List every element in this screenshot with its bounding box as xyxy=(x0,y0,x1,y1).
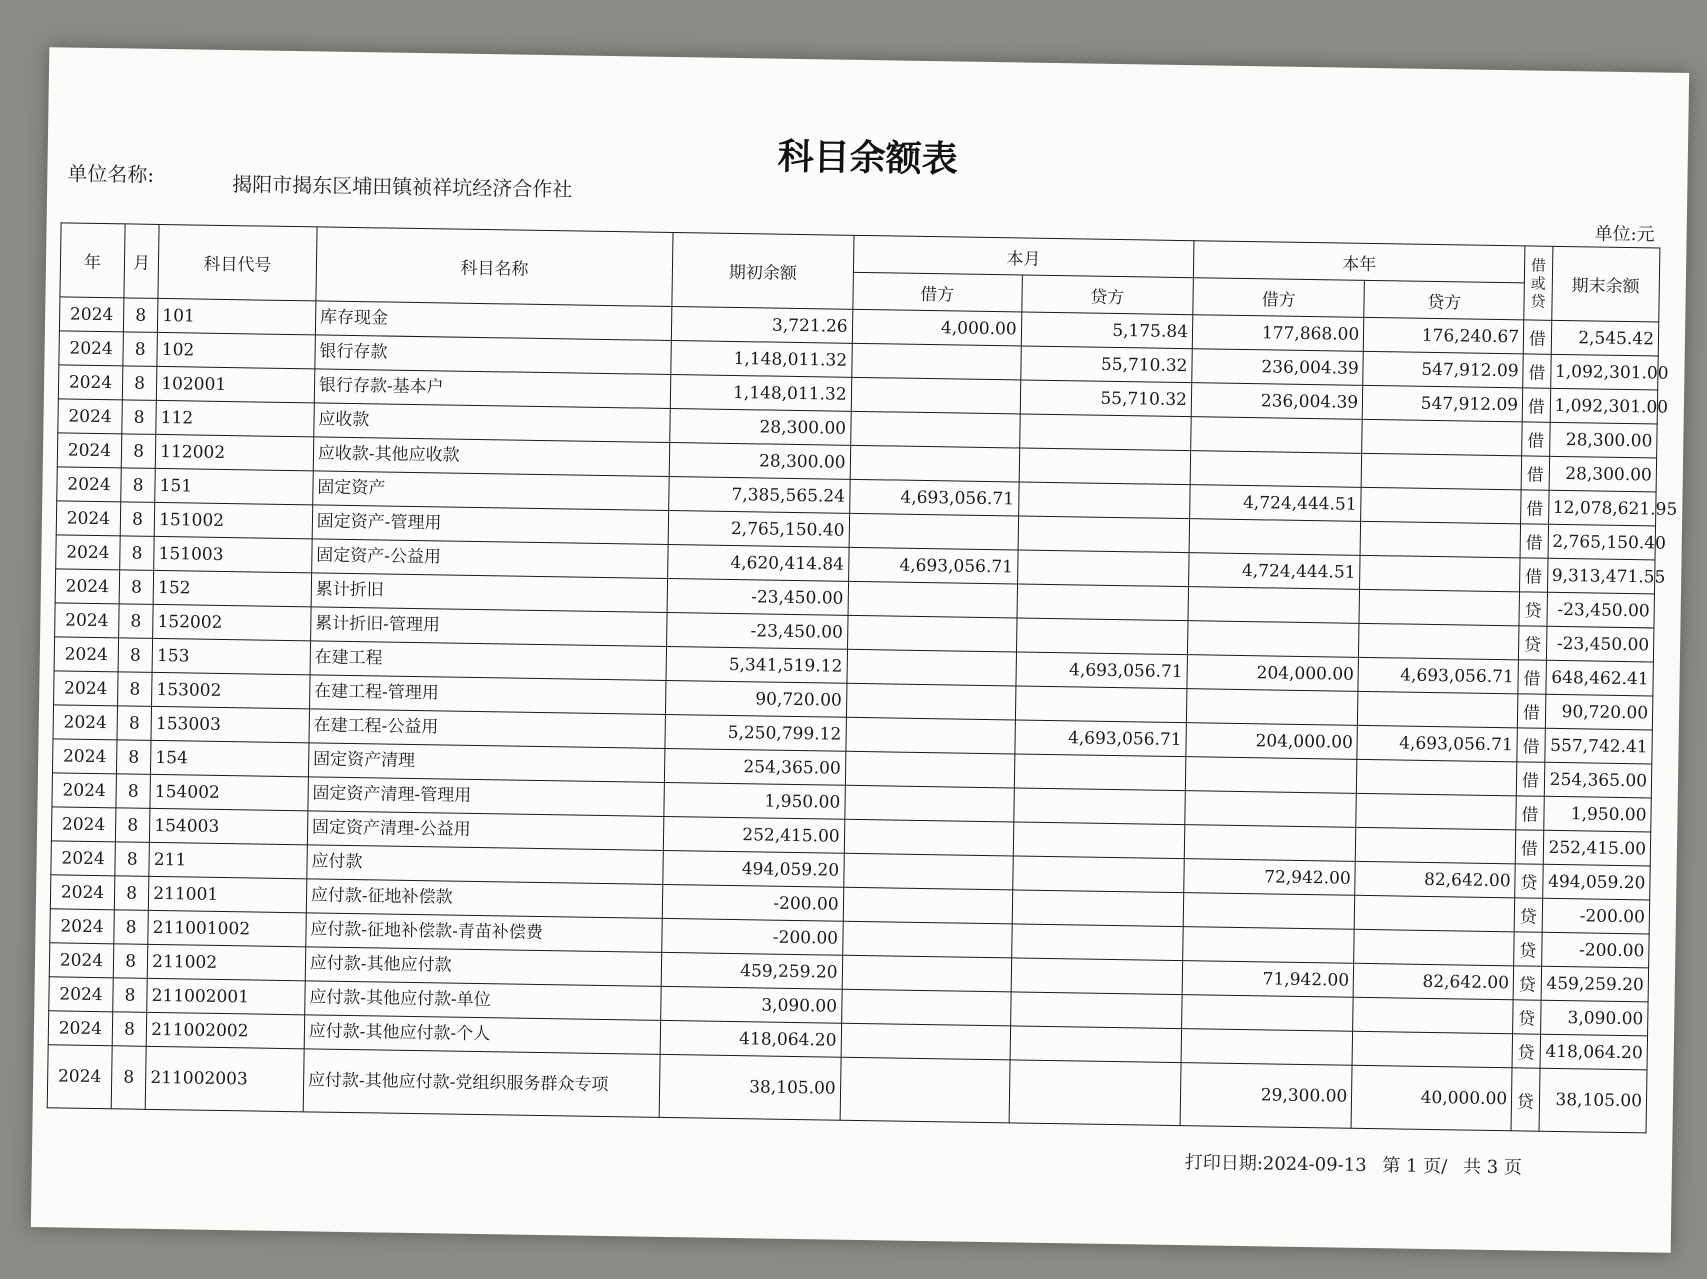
row-year-debit xyxy=(1181,1029,1353,1066)
row-closing: 418,064.20 xyxy=(1540,1034,1648,1070)
row-closing: 494,059.20 xyxy=(1542,864,1650,900)
row-year-credit xyxy=(1354,895,1514,932)
row-month-credit xyxy=(1018,516,1190,553)
row-direction: 贷 xyxy=(1514,932,1542,966)
row-month-credit xyxy=(1014,754,1186,791)
row-direction: 借 xyxy=(1523,320,1551,354)
row-code: 101 xyxy=(158,298,316,334)
row-year-credit xyxy=(1358,691,1518,728)
row-opening: -23,450.00 xyxy=(667,612,848,649)
row-month: 8 xyxy=(113,944,148,979)
row-month-debit xyxy=(850,445,1020,482)
row-direction: 借 xyxy=(1520,558,1548,592)
row-year: 2024 xyxy=(54,671,118,706)
row-closing: 1,092,301.00 xyxy=(1550,354,1658,390)
page-number: 第 1 页/ xyxy=(1382,1155,1448,1178)
row-month: 8 xyxy=(117,672,152,707)
row-closing: 38,105.00 xyxy=(1539,1068,1647,1133)
row-month-credit xyxy=(1013,822,1185,859)
row-name: 应收款-其他应收款 xyxy=(313,437,670,477)
row-year-credit xyxy=(1361,453,1521,490)
row-year-credit: 176,240.67 xyxy=(1364,317,1524,354)
row-closing: 459,259.20 xyxy=(1541,966,1649,1002)
row-month: 8 xyxy=(116,774,151,809)
row-name: 应付款-征地补偿款 xyxy=(306,879,663,919)
row-direction: 贷 xyxy=(1514,898,1542,932)
header-code: 科目代号 xyxy=(158,224,317,300)
row-name: 固定资产清理 xyxy=(308,743,665,783)
row-month-credit xyxy=(1013,788,1185,825)
header-year: 年 xyxy=(60,223,125,298)
row-opening: 3,721.26 xyxy=(671,307,852,344)
row-year: 2024 xyxy=(50,875,114,910)
row-name: 固定资产清理-公益用 xyxy=(307,811,664,851)
row-year: 2024 xyxy=(58,365,122,400)
row-direction: 借 xyxy=(1515,830,1543,864)
row-name: 固定资产-公益用 xyxy=(311,539,668,579)
row-month-credit xyxy=(1018,482,1190,519)
row-code: 153 xyxy=(152,638,310,674)
row-name: 在建工程-管理用 xyxy=(309,675,666,715)
row-month: 8 xyxy=(122,400,157,435)
row-closing: 1,950.00 xyxy=(1543,796,1651,832)
header-name: 科目名称 xyxy=(316,227,673,307)
row-month-debit xyxy=(846,717,1016,754)
row-month-credit xyxy=(1017,550,1189,587)
row-closing: 1,092,301.00 xyxy=(1550,388,1658,424)
row-year-credit xyxy=(1353,997,1513,1034)
header-opening: 期初余额 xyxy=(672,233,854,310)
row-direction: 贷 xyxy=(1515,864,1543,898)
header-direction: 借或贷 xyxy=(1524,246,1553,320)
row-month: 8 xyxy=(117,706,152,741)
row-name: 固定资产 xyxy=(313,471,670,511)
row-name: 银行存款 xyxy=(315,335,672,375)
row-year-credit xyxy=(1354,929,1514,966)
row-code: 154 xyxy=(151,740,309,776)
row-name: 在建工程-公益用 xyxy=(309,709,666,749)
row-direction: 借 xyxy=(1520,524,1548,558)
row-opening: 28,300.00 xyxy=(670,408,851,445)
row-direction: 借 xyxy=(1517,728,1545,762)
row-year-credit: 4,693,056.71 xyxy=(1358,657,1518,694)
row-name: 应付款-征地补偿款-青苗补偿费 xyxy=(306,913,663,953)
row-month: 8 xyxy=(123,332,158,367)
print-footer xyxy=(1175,1148,1523,1179)
ledger-body xyxy=(47,297,1678,1133)
row-opening: 254,365.00 xyxy=(665,748,846,785)
row-year: 2024 xyxy=(53,705,117,740)
row-code: 211001002 xyxy=(148,910,306,946)
row-year-debit: 29,300.00 xyxy=(1180,1063,1352,1129)
row-year: 2024 xyxy=(55,569,119,604)
row-year-credit xyxy=(1359,623,1519,660)
row-code: 211002001 xyxy=(147,978,305,1014)
row-closing: -200.00 xyxy=(1542,898,1650,934)
row-month-debit xyxy=(843,887,1013,924)
row-year-debit xyxy=(1188,587,1360,624)
row-closing: 28,300.00 xyxy=(1549,422,1657,458)
row-name: 固定资产清理-管理用 xyxy=(308,777,665,817)
row-month-credit: 5,175.84 xyxy=(1021,312,1193,349)
unit-name: 揭阳市揭东区埔田镇祯祥坑经济合作社 xyxy=(232,172,573,202)
row-month-credit xyxy=(1016,618,1188,655)
row-year-credit: 82,642.00 xyxy=(1353,963,1513,1000)
row-name: 应付款-其他应付款-个人 xyxy=(304,1015,661,1055)
row-name: 应付款 xyxy=(307,845,664,885)
row-closing: 2,765,150.40 xyxy=(1548,524,1656,560)
row-month: 8 xyxy=(114,876,149,911)
row-year: 2024 xyxy=(52,773,116,808)
row-closing: 254,365.00 xyxy=(1544,762,1652,798)
row-year-credit: 547,912.09 xyxy=(1362,385,1522,422)
row-opening: -23,450.00 xyxy=(667,578,848,615)
row-month-debit xyxy=(843,853,1013,890)
row-code: 152 xyxy=(153,570,311,606)
row-month-credit xyxy=(1019,414,1191,451)
row-code: 211002002 xyxy=(146,1012,304,1048)
row-opening: 5,341,519.12 xyxy=(666,646,847,683)
row-year-debit: 177,868.00 xyxy=(1192,315,1364,352)
row-name: 应收款 xyxy=(314,403,671,443)
row-year-debit xyxy=(1183,893,1355,930)
balance-table xyxy=(47,222,1678,1133)
row-year: 2024 xyxy=(54,637,118,672)
row-direction: 贷 xyxy=(1513,1000,1541,1034)
row-direction: 借 xyxy=(1516,796,1544,830)
row-month: 8 xyxy=(121,434,156,469)
row-direction: 借 xyxy=(1522,422,1550,456)
row-year-credit: 547,912.09 xyxy=(1363,351,1523,388)
row-name: 累计折旧-管理用 xyxy=(310,607,667,647)
row-closing: -23,450.00 xyxy=(1546,626,1654,662)
row-opening: 38,105.00 xyxy=(659,1054,840,1120)
row-opening: -200.00 xyxy=(662,918,843,955)
row-year-debit xyxy=(1187,621,1359,658)
row-direction: 贷 xyxy=(1512,1034,1540,1068)
row-month-credit xyxy=(1019,448,1191,485)
row-name: 在建工程 xyxy=(310,641,667,681)
row-month: 8 xyxy=(120,502,155,537)
row-year: 2024 xyxy=(59,297,123,332)
row-closing: -23,450.00 xyxy=(1547,592,1655,628)
row-month-debit xyxy=(847,649,1017,686)
row-year-credit xyxy=(1356,827,1516,864)
row-year: 2024 xyxy=(59,331,123,366)
row-year-credit xyxy=(1360,521,1520,558)
row-direction: 贷 xyxy=(1519,592,1547,626)
row-code: 211 xyxy=(149,842,307,878)
row-opening: 418,064.20 xyxy=(660,1020,841,1057)
row-year-credit xyxy=(1359,589,1519,626)
row-year-debit xyxy=(1185,757,1357,794)
row-month: 8 xyxy=(119,604,154,639)
row-closing: 90,720.00 xyxy=(1545,694,1653,730)
row-year: 2024 xyxy=(52,739,116,774)
row-name: 库存现金 xyxy=(315,301,672,341)
row-month-debit xyxy=(845,751,1015,788)
row-year-credit xyxy=(1361,487,1521,524)
row-year: 2024 xyxy=(51,807,115,842)
row-opening: 5,250,799.12 xyxy=(665,714,846,751)
row-code: 102001 xyxy=(157,366,315,402)
row-name: 累计折旧 xyxy=(311,573,668,613)
row-year: 2024 xyxy=(55,603,119,638)
row-month: 8 xyxy=(122,366,157,401)
row-month-credit: 55,710.32 xyxy=(1020,346,1192,383)
row-month: 8 xyxy=(121,468,156,503)
row-opening: 459,259.20 xyxy=(661,952,842,989)
row-month-credit xyxy=(1011,958,1183,995)
row-month-credit: 55,710.32 xyxy=(1020,380,1192,417)
row-year-credit: 82,642.00 xyxy=(1355,861,1515,898)
currency-label: 单位:元 xyxy=(1594,223,1655,246)
row-closing: 12,078,621.95 xyxy=(1548,490,1656,526)
row-month-credit xyxy=(1009,1060,1181,1126)
row-opening: 90,720.00 xyxy=(666,680,847,717)
row-month-debit: 4,693,056.71 xyxy=(848,547,1018,584)
row-month-credit xyxy=(1010,992,1182,1029)
header-this-year: 本年 xyxy=(1193,241,1525,283)
row-opening: 28,300.00 xyxy=(669,442,850,479)
row-closing: 3,090.00 xyxy=(1540,1000,1648,1036)
row-year: 2024 xyxy=(57,467,121,502)
row-month-debit xyxy=(850,411,1020,448)
row-opening: 1,950.00 xyxy=(664,782,845,819)
row-closing: 252,415.00 xyxy=(1543,830,1651,866)
row-year-credit: 4,693,056.71 xyxy=(1357,725,1517,762)
row-month-debit xyxy=(848,581,1018,618)
row-closing: 28,300.00 xyxy=(1549,456,1657,492)
row-opening: 1,148,011.32 xyxy=(671,341,852,378)
row-month: 8 xyxy=(118,638,153,673)
row-month: 8 xyxy=(123,298,158,333)
row-code: 151003 xyxy=(154,536,312,572)
row-year-debit xyxy=(1191,417,1363,454)
row-month: 8 xyxy=(116,740,151,775)
row-name: 银行存款-基本户 xyxy=(314,369,671,409)
row-code: 211002 xyxy=(147,944,305,980)
row-month-credit: 4,693,056.71 xyxy=(1015,720,1187,757)
row-month-credit xyxy=(1011,924,1183,961)
row-year-credit xyxy=(1352,1031,1512,1068)
row-closing: 557,742.41 xyxy=(1544,728,1652,764)
row-month-credit xyxy=(1015,686,1187,723)
row-month-debit xyxy=(842,921,1012,958)
row-direction: 借 xyxy=(1522,388,1550,422)
row-code: 153003 xyxy=(151,706,309,742)
row-month-debit xyxy=(851,377,1021,414)
row-closing: 9,313,471.55 xyxy=(1547,558,1655,594)
row-month-debit: 4,693,056.71 xyxy=(849,479,1019,516)
row-year: 2024 xyxy=(51,841,115,876)
row-year: 2024 xyxy=(49,977,113,1012)
row-name: 固定资产-管理用 xyxy=(312,505,669,545)
row-opening: 3,090.00 xyxy=(661,986,842,1023)
row-year-debit: 4,724,444.51 xyxy=(1188,553,1360,590)
row-month-credit xyxy=(1012,856,1184,893)
header-year-debit: 借方 xyxy=(1193,278,1365,318)
row-direction: 贷 xyxy=(1513,966,1541,1000)
row-code: 112002 xyxy=(155,434,313,470)
row-year-debit: 236,004.39 xyxy=(1192,349,1364,386)
row-month: 8 xyxy=(115,842,150,877)
row-name: 应付款-其他应付款 xyxy=(305,947,662,987)
row-year-credit xyxy=(1356,793,1516,830)
row-month: 8 xyxy=(115,808,150,843)
row-opening: 7,385,565.24 xyxy=(669,476,850,513)
row-opening: -200.00 xyxy=(662,884,843,921)
row-closing: -200.00 xyxy=(1541,932,1649,968)
row-name: 应付款-其他应付款-单位 xyxy=(305,981,662,1021)
row-month-debit xyxy=(846,683,1016,720)
row-code: 102 xyxy=(157,332,315,368)
row-code: 154002 xyxy=(150,774,308,810)
row-year: 2024 xyxy=(58,399,122,434)
row-year-credit xyxy=(1357,759,1517,796)
row-closing: 2,545.42 xyxy=(1551,320,1659,356)
row-year-debit xyxy=(1185,791,1357,828)
unit-label: 单位名称: xyxy=(67,161,155,187)
row-name: 应付款-其他应付款-党组织服务群众专项 xyxy=(303,1049,660,1118)
row-code: 154003 xyxy=(150,808,308,844)
row-year: 2024 xyxy=(56,501,120,536)
row-year-debit xyxy=(1186,689,1358,726)
row-month-debit xyxy=(849,513,1019,550)
row-code: 112 xyxy=(156,400,314,436)
row-direction: 借 xyxy=(1516,762,1544,796)
row-direction: 借 xyxy=(1521,490,1549,524)
row-year-debit xyxy=(1190,451,1362,488)
row-month: 8 xyxy=(120,536,155,571)
row-direction: 借 xyxy=(1518,660,1546,694)
row-month-debit xyxy=(841,1023,1011,1060)
row-month-credit: 4,693,056.71 xyxy=(1016,652,1188,689)
header-closing: 期末余额 xyxy=(1551,246,1660,322)
row-month: 8 xyxy=(111,1046,146,1110)
row-opening: 1,148,011.32 xyxy=(670,374,851,411)
row-month-credit xyxy=(1017,584,1189,621)
row-year-debit: 72,942.00 xyxy=(1184,859,1356,896)
row-year-debit: 204,000.00 xyxy=(1187,655,1359,692)
row-month-debit xyxy=(847,615,1017,652)
row-code: 152002 xyxy=(153,604,311,640)
row-month-debit xyxy=(844,819,1014,856)
row-year: 2024 xyxy=(48,1011,112,1046)
header-year-credit: 贷方 xyxy=(1364,280,1524,320)
row-code: 153002 xyxy=(152,672,310,708)
row-month-credit xyxy=(1010,1026,1182,1063)
page-title: 科目余额表 xyxy=(777,136,959,181)
page-total: 共 3 页 xyxy=(1462,1156,1523,1179)
row-year-debit: 236,004.39 xyxy=(1191,383,1363,420)
row-month-credit xyxy=(1012,890,1184,927)
row-year-debit xyxy=(1182,995,1354,1032)
row-direction: 借 xyxy=(1523,354,1551,388)
row-direction: 贷 xyxy=(1511,1068,1539,1131)
row-opening: 252,415.00 xyxy=(663,816,844,853)
row-code: 211001 xyxy=(149,876,307,912)
row-code: 211002003 xyxy=(145,1046,304,1111)
row-closing: 648,462.41 xyxy=(1545,660,1653,696)
row-year-credit: 40,000.00 xyxy=(1351,1065,1512,1131)
row-month: 8 xyxy=(113,978,148,1013)
row-opening: 4,620,414.84 xyxy=(668,544,849,581)
row-opening: 494,059.20 xyxy=(663,850,844,887)
row-year-debit: 204,000.00 xyxy=(1186,723,1358,760)
ledger-sheet xyxy=(31,47,1689,1253)
print-date: 打印日期:2024-09-13 xyxy=(1184,1152,1367,1177)
row-month: 8 xyxy=(114,910,149,945)
row-code: 151002 xyxy=(154,502,312,538)
header-this-month: 本月 xyxy=(853,235,1194,277)
row-direction: 借 xyxy=(1518,694,1546,728)
row-year-debit xyxy=(1183,927,1355,964)
row-year: 2024 xyxy=(57,433,121,468)
row-opening: 2,765,150.40 xyxy=(668,510,849,547)
header-month-debit: 借方 xyxy=(852,272,1022,312)
row-direction: 贷 xyxy=(1519,626,1547,660)
row-month-debit: 4,000.00 xyxy=(852,309,1022,346)
row-month-debit xyxy=(844,785,1014,822)
row-code: 151 xyxy=(155,468,313,504)
row-month-debit xyxy=(841,989,1011,1026)
header-month: 月 xyxy=(124,224,159,299)
row-year: 2024 xyxy=(50,909,114,944)
row-year-credit xyxy=(1362,419,1522,456)
row-year-credit xyxy=(1360,555,1520,592)
row-year-debit xyxy=(1184,825,1356,862)
row-month-debit xyxy=(851,343,1021,380)
row-month-debit xyxy=(840,1057,1010,1123)
row-year: 2024 xyxy=(56,535,120,570)
row-month: 8 xyxy=(119,570,154,605)
row-year-debit xyxy=(1189,519,1361,556)
row-year-debit: 4,724,444.51 xyxy=(1190,485,1362,522)
header-month-credit: 贷方 xyxy=(1021,275,1193,315)
row-direction: 借 xyxy=(1521,456,1549,490)
row-year: 2024 xyxy=(49,943,113,978)
row-year: 2024 xyxy=(47,1045,112,1109)
row-month: 8 xyxy=(112,1012,147,1047)
row-month-debit xyxy=(842,955,1012,992)
row-year-debit: 71,942.00 xyxy=(1182,961,1354,998)
